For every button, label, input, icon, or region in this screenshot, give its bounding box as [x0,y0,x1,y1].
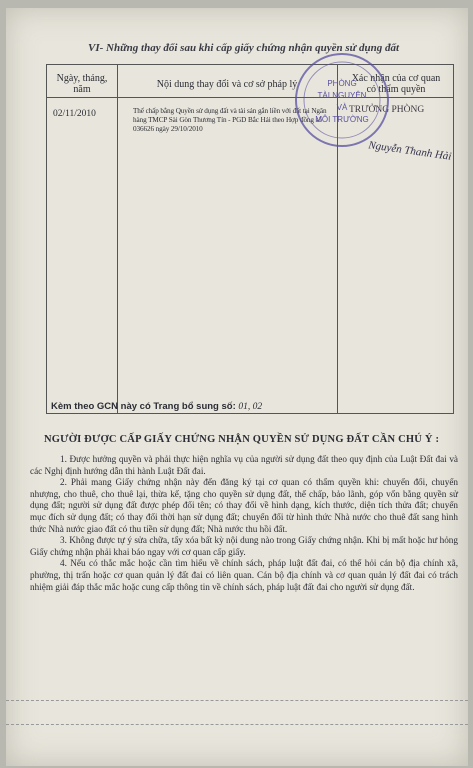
official-seal-icon [292,50,392,150]
supplement-pages: 01, 02 [238,402,263,412]
row-content: Thế chấp bằng Quyền sử dụng đất và tài sản gắn liền với đất tại Ngân hàng TMCP Sài Gòn Thương Tín - PGD Bắc Hải theo Hợp đồng số 036626 ngày 29/10/2010 [133,107,327,133]
header-date-line1: Ngày, tháng, [56,73,108,84]
seal-line-4: MÔI TRƯỜNG [315,115,369,124]
notice-item-1: 1. Được hưởng quyền và phải thực hiện nghĩa vụ của người sử dụng đất theo quy định của Luật Đất đai và các Nghị định hướng dẫn thi hành Luật Đất đai. [30,454,458,476]
header-date [47,73,117,95]
bottom-rule-2 [6,724,468,725]
supplement-note [51,401,262,412]
header-confirm-line2: có thẩm quyền [366,84,426,95]
notice-item-2: 2. Phải mang Giấy chứng nhận này đến đăng ký tại cơ quan có thẩm quyền khi: chuyển đổi, chuyển nhượng, cho thuê, cho thuê lại, thừa kế, tặng cho quyền sử dụng đất, thế chấp, bảo lãnh, góp vốn bằng quyền sử dụng đất; người sử dụng đất được phép đổi tên; có thay đổi về hình dạng, kích thước, diện tích thửa đất; chuyển mục đích sử dụng đất; có thay đổi thời hạn sử dụng đất; chuyển đổi từ hình thức Nhà nước cho thuê đất sang hình thức Nhà nước giao đất có thu tiền sử dụng đất; Nhà nước thu hồi đất. [30,477,458,534]
header-content: Nội dung thay đổi và cơ sở pháp lý [156,79,298,90]
notice-item-3: 3. Không được tự ý sửa chữa, tẩy xóa bất kỳ nội dung nào trong Giấy chứng nhận. Khi bị mất hoặc hư hỏng Giấy chứng nhận phải khai báo ngay với cơ quan cấp giấy. [30,535,458,557]
row-date: 02/11/2010 [53,109,96,119]
notice-title: NGƯỜI ĐƯỢC CẤP GIẤY CHỨNG NHẬN QUYỀN SỬ DỤNG ĐẤT CẦN CHÚ Ý : [44,434,440,445]
position-title: TRƯỞNG PHÒNG [349,105,425,115]
col-divider-1 [117,65,118,413]
seal-line-2: TÀI NGUYÊN [317,91,367,100]
header-divider [47,97,453,98]
notice-item-4: 4. Nếu có thắc mắc hoặc cần tìm hiểu về chính sách, pháp luật đất đai, có thể hỏi cán bộ địa chính xã, phường, thị trấn hoặc cơ quan quản lý đất đai có liên quan. Cán bộ địa chính và cơ quan quản lý đất đai có trách nhiệm giải đáp thắc mắc hoặc cung cấp thông tin về chính sách, pháp luật đất đai cho người sử dụng đất. [30,558,458,592]
supplement-label: Kèm theo GCN này có Trang bổ sung số: [51,401,236,412]
bottom-rule-1 [6,700,468,701]
changes-table [46,64,454,414]
header-confirm-line1: Xác nhận của cơ quan [351,73,441,84]
notice-list [30,454,458,593]
section-title: VI- Những thay đổi sau khi cấp giấy chứng nhận quyền sử dụng đất [88,42,400,54]
signature-name: Nguyễn Thanh Hải [367,139,453,163]
seal-line-3: VÀ [336,103,348,112]
seal-line-1: PHÒNG [327,79,357,88]
header-date-line2: năm [73,84,91,95]
